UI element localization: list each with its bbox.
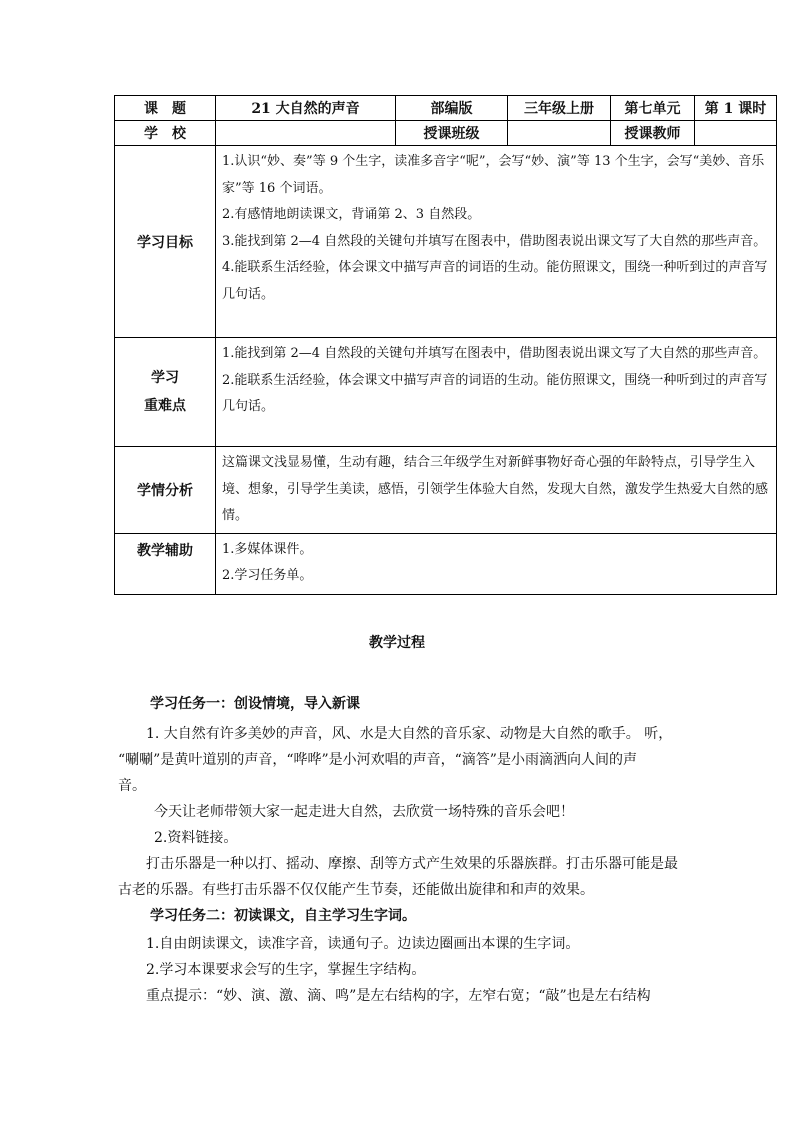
aid-item: 1.多媒体课件。 bbox=[222, 541, 313, 557]
task1-para2: 今天让老师带领大家一起走进大自然，去欣赏一场特殊的音乐会吧！ bbox=[154, 804, 574, 820]
process-body bbox=[118, 691, 678, 1009]
aids-row bbox=[115, 533, 777, 594]
goal-item: 4.能联系生活经验，体会课文中描写声音的词语的生动。能仿照课文，围绕一种听到过的声音写几句话。 bbox=[222, 260, 768, 302]
analysis-content bbox=[216, 447, 777, 534]
goals-content bbox=[216, 146, 777, 338]
task1-para4-line1: 打击乐器是一种以打、摇动、摩擦、刮等方式产生效果的乐器族群。打击乐器可能是最 bbox=[146, 856, 678, 872]
key-point-item: 2.能联系生活经验，体会课文中描写声音的词语的生动。能仿照课文，围绕一种听到过的声音写几句话。 bbox=[222, 372, 768, 414]
goals-label: 学习目标 bbox=[115, 146, 216, 338]
analysis-text: 这篇课文浅显易懂，生动有趣，结合三年级学生对新鲜事物好奇心强的年龄特点，引导学生入境、想象，引导学生美读，感悟，引领学生体验大自然，发现大自然，激发学生热爱大自然的感情。 bbox=[222, 455, 769, 523]
goals-row bbox=[115, 146, 777, 338]
teacher-value bbox=[695, 121, 777, 146]
lesson-plan-table bbox=[114, 95, 777, 595]
goal-item: 3.能找到第 2—4 自然段的关键句并填写在图表中，借助图表说出课文写了大自然的那些声音。 bbox=[222, 233, 767, 249]
analysis-row bbox=[115, 447, 777, 534]
school-value bbox=[216, 121, 396, 146]
analysis-label: 学情分析 bbox=[115, 447, 216, 534]
task2-para2: 2.学习本课要求会写的生字，掌握生字结构。 bbox=[146, 962, 426, 978]
edition: 部编版 bbox=[396, 96, 508, 121]
task1-title: 学习任务一：创设情境，导入新课 bbox=[150, 696, 360, 712]
class-value bbox=[508, 121, 611, 146]
aids-content bbox=[216, 533, 777, 594]
key-points-label-line1: 学习 bbox=[151, 370, 179, 386]
key-points-label-line2: 重难点 bbox=[144, 398, 186, 414]
course-label: 课 题 bbox=[115, 96, 216, 121]
task2-para3: 重点提示：“妙、演、激、滴、鸣”是左右结构的字，左窄右宽；“敲”也是左右结构 bbox=[146, 988, 651, 1004]
task1-para1-line2: “唰唰”是黄叶道别的声音，“哗哗”是小河欢唱的声音，“滴答”是小雨滴洒向人间的声 bbox=[118, 752, 637, 768]
teacher-label: 授课教师 bbox=[611, 121, 695, 146]
header-row-1 bbox=[115, 96, 777, 121]
goal-item: 1.认识“妙、奏”等 9 个生字，读准多音字“呢”，会写“妙、演”等 13 个生字，会写“美妙、音乐家”等 16 个词语。 bbox=[222, 154, 765, 196]
lesson-title: 21 大自然的声音 bbox=[216, 96, 396, 121]
class-label: 授课班级 bbox=[396, 121, 508, 146]
header-row-2 bbox=[115, 121, 777, 146]
task1-para1-line1: 1. 大自然有许多美妙的声音，风、水是大自然的音乐家、动物是大自然的歌手。 听， bbox=[146, 726, 673, 742]
lesson-number: 第 1 课时 bbox=[695, 96, 777, 121]
grade: 三年级上册 bbox=[508, 96, 611, 121]
task1-para1-line3: 音。 bbox=[118, 778, 146, 794]
task2-para1: 1.自由朗读课文，读准字音，读通句子。边读边圈画出本课的生字词。 bbox=[146, 936, 580, 952]
goal-item: 2.有感情地朗读课文，背诵第 2、3 自然段。 bbox=[222, 207, 481, 222]
task1-para4-line2: 古老的乐器。有些打击乐器不仅仅能产生节奏，还能做出旋律和和声的效果。 bbox=[118, 882, 594, 898]
key-point-item: 1.能找到第 2—4 自然段的关键句并填写在图表中，借助图表说出课文写了大自然的那些声音。 bbox=[222, 346, 767, 361]
key-points-row bbox=[115, 338, 777, 447]
school-label: 学 校 bbox=[115, 121, 216, 146]
aids-label: 教学辅助 bbox=[115, 533, 216, 594]
key-points-content bbox=[216, 338, 777, 447]
unit: 第七单元 bbox=[611, 96, 695, 121]
task1-para3: 2.资料链接。 bbox=[154, 830, 238, 846]
task2-title: 学习任务二：初读课文，自主学习生字词。 bbox=[150, 908, 416, 924]
aid-item: 2.学习任务单。 bbox=[222, 568, 313, 583]
process-title: 教学过程 bbox=[369, 635, 425, 651]
key-points-label bbox=[115, 338, 216, 447]
